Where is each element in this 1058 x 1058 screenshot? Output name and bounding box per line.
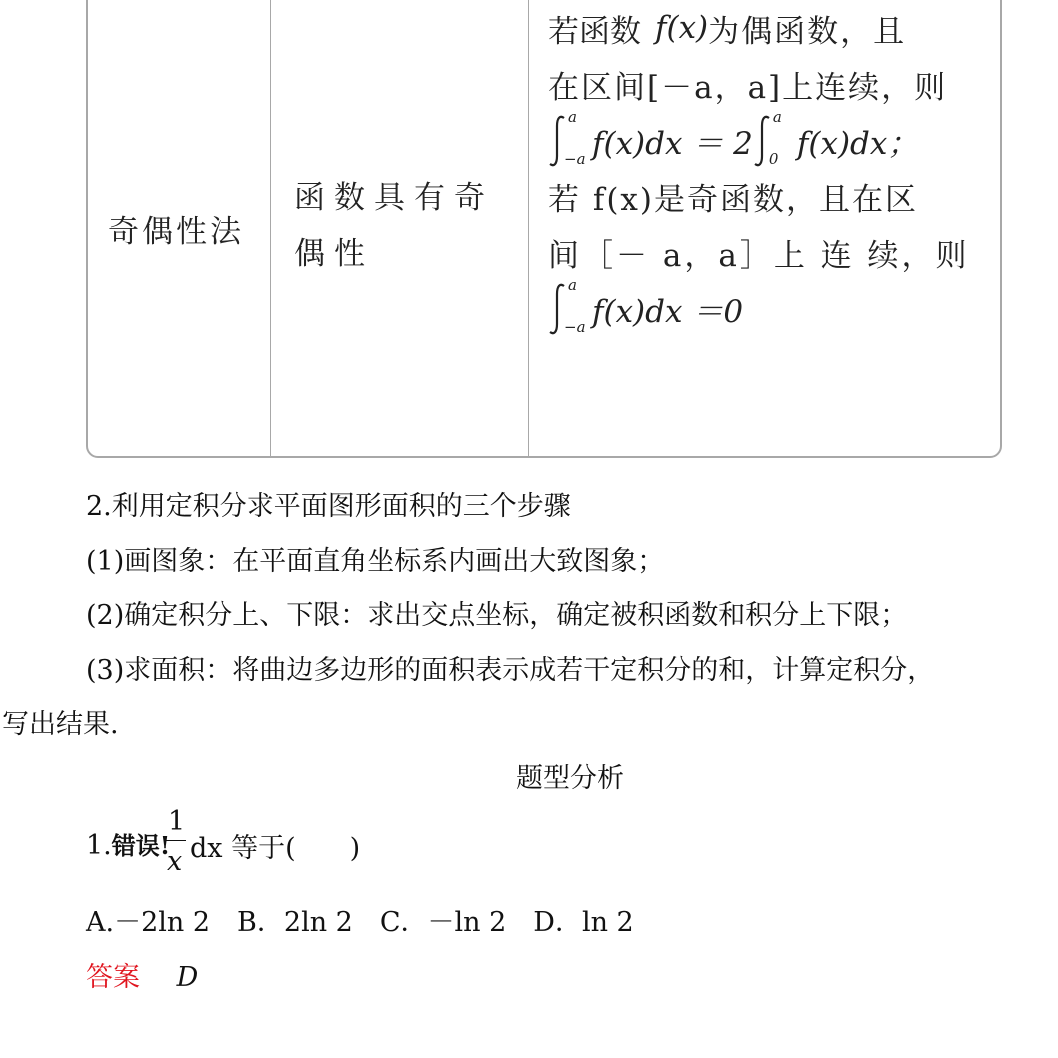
- desc-line-4: [548, 168, 988, 224]
- upper-limit: a: [568, 276, 577, 294]
- fraction-numerator: 1: [168, 806, 186, 837]
- integral-sign: [548, 276, 588, 336]
- desc-line-3: [548, 108, 988, 168]
- lower-limit: −a: [564, 318, 586, 336]
- step-3-continued: 写出结果.: [2, 709, 119, 740]
- upper-limit: a: [772, 108, 782, 126]
- section-heading: 题型分析: [516, 763, 624, 794]
- lower-limit: −a: [564, 150, 586, 168]
- question-prefix: [86, 826, 170, 861]
- desc-text: 间［－ a，a］上 连 续，则: [548, 237, 970, 274]
- table-cell-description: [548, 0, 988, 336]
- step-2: (2)确定积分上、下限：求出交点坐标，确定被积函数和积分上下限；: [86, 600, 908, 631]
- desc-text: 若 f(x)是奇函数，且在区: [548, 181, 918, 218]
- integral-sign: [753, 108, 793, 168]
- answer-options: A.－2ln 2 B．2ln 2 C．－ln 2 D．ln 2: [86, 907, 634, 938]
- step-3: (3)求面积：将曲边多边形的面积表示成若干定积分的和，计算定积分，: [86, 655, 935, 686]
- error-marker: 错误!: [111, 831, 171, 860]
- upper-limit: a: [568, 108, 577, 126]
- answer-value: D: [176, 962, 199, 993]
- desc-func: f: [655, 10, 667, 46]
- integral-sign: [548, 108, 588, 168]
- fraction-bar: [166, 840, 186, 841]
- desc-line-2: [548, 56, 988, 112]
- answer-row: [86, 955, 198, 994]
- desc-line-5: [548, 224, 988, 280]
- method-table: [86, 0, 1002, 458]
- desc-text: 为偶函数，且: [708, 13, 907, 50]
- answer-label: 答案: [86, 962, 140, 993]
- fraction-denominator: x: [167, 846, 183, 877]
- desc-expression: f(x)dx ＝ 2: [592, 125, 753, 162]
- desc-expression: f(x)dx ＝0: [592, 293, 744, 330]
- question-number: 1.: [86, 830, 112, 861]
- desc-line-1: [548, 0, 988, 56]
- section-title: 2.利用定积分求平面图形面积的三个步骤: [86, 491, 571, 522]
- table-divider: [270, 0, 271, 456]
- desc-line-6: [548, 276, 988, 336]
- desc-text: 在区间[－a，a]上连续，则: [548, 69, 948, 106]
- desc-text: 若函数: [548, 13, 641, 50]
- table-cell-method: 奇偶性法: [108, 214, 244, 250]
- table-cell-condition: 函数具有奇偶性: [294, 180, 494, 272]
- step-1: (1)画图象：在平面直角坐标系内画出大致图象；: [86, 546, 665, 577]
- desc-expression: f(x)dx；: [796, 125, 919, 162]
- table-divider: [528, 0, 529, 456]
- desc-arg: (x): [666, 10, 709, 46]
- lower-limit: 0: [768, 150, 779, 168]
- question-tail: dx 等于( ): [190, 833, 361, 864]
